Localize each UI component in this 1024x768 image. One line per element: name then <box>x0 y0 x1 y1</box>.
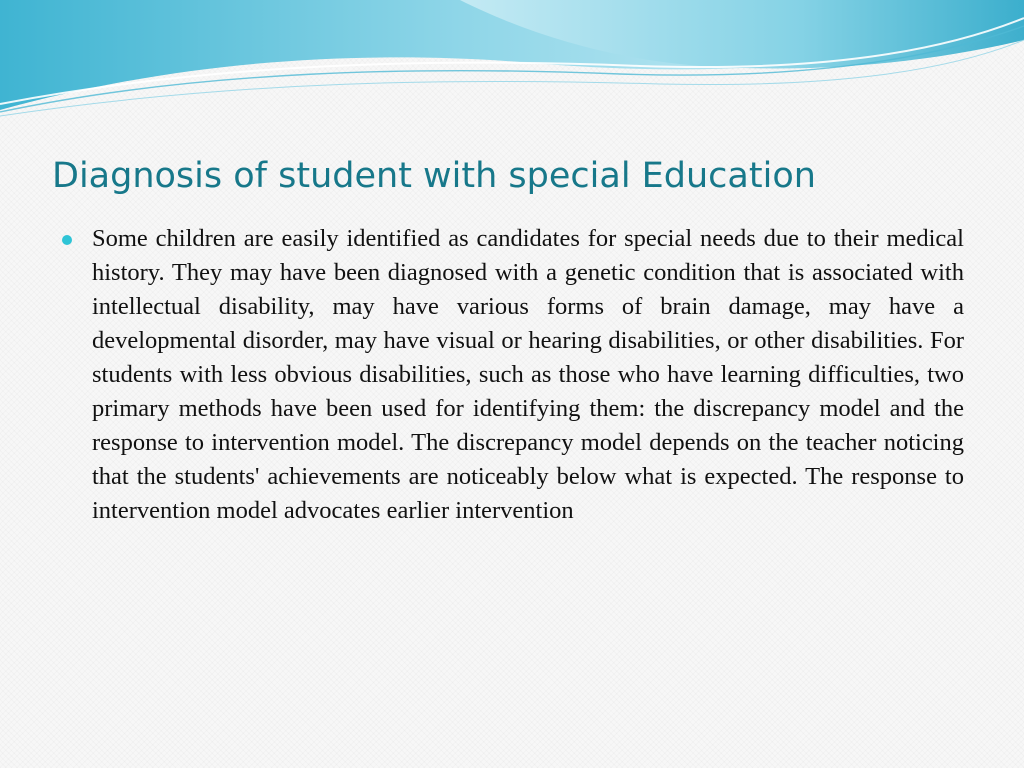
bullet-point-icon <box>62 235 72 245</box>
slide-title: Diagnosis of student with special Education <box>52 156 816 196</box>
bullet-text: Some children are easily identified as candidates for special needs due to their medical history. They may have been diagnosed with a genetic condition that is associated with intellectual disability, may have various forms of brain damage, may have a developmental disorder, may have visual or hearing disabilities, or other disabilities. For students with less obvious disabilities, such as those who have learning difficulties, two primary methods have been used for identifying them: the discrepancy model and the response to intervention model. The discrepancy model depends on the teacher noticing that the students' achievements are noticeably below what is expected. The response to intervention model advocates earlier intervention <box>92 225 964 524</box>
bullet-item <box>60 222 964 528</box>
header-wave-decoration <box>0 0 1024 120</box>
bullet-list <box>60 222 964 528</box>
